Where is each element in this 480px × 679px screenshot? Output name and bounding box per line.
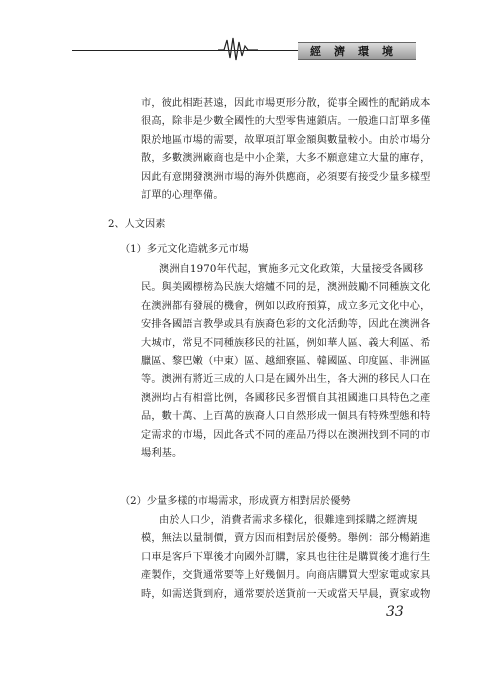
header-title: 經濟環境 (310, 45, 406, 58)
text-line: 散，多數澳洲廠商也是中小企業，大多不願意建立大量的庫存， (141, 153, 431, 165)
paragraph-1 (141, 95, 431, 205)
subsection-heading-2: （2）少量多樣的市場需求，形成賣方相對居於優勢 (120, 496, 351, 507)
text-line: 大城市，常見不同種族移民的社區，例如華人區、義大利區、希 (141, 337, 431, 349)
text-line: 澳洲均占有相當比例，各國移民多習慣自其祖國進口具特色之產 (141, 392, 431, 404)
text-line: 限於地區市場的需要，故單項訂單金額與數量較小。由於市場分 (141, 134, 431, 146)
subsection-1-body (141, 261, 431, 463)
text-line: 品，數十萬、上百萬的族裔人口自然形成一個具有特殊型態和特 (141, 411, 431, 423)
text-line: 口車是客戶下單後才向國外訂購，家具也往往是購買後才進行生 (141, 551, 431, 563)
text-line: 在澳洲都有發展的機會，例如以政府預算，成立多元文化中心， (141, 300, 431, 312)
text-line: 臘區、黎巴嫩（中東）區、越細寮區、韓國區、印度區、非洲區 (141, 356, 431, 368)
page-number: 33 (386, 604, 404, 620)
text-line: 訂單的心理準備。 (141, 190, 224, 202)
text-line: 安排各國語言教學或具有族裔色彩的文化活動等，因此在澳洲各 (141, 319, 431, 331)
text-line: 等。澳洲有將近三成的人口是在國外出生，各大洲的移民人口在 (141, 374, 431, 386)
section-heading: 2、人文因素 (108, 219, 166, 230)
text-line: 場利基。 (141, 448, 183, 460)
text-line: 由於人口少，消費者需求多樣化，很難達到採購之經濟規 (159, 515, 418, 526)
text-line: 時，如需送貨到府，通常要於送貨前一天或當天早晨，賣家或物 (141, 588, 431, 600)
header-rule (72, 50, 298, 51)
text-line: 產製作，交貨通常要等上好幾個月。向商店購買大型家電或家具 (141, 570, 431, 582)
heartbeat-wave-icon (218, 36, 258, 62)
text-line: 民。與美國標榜為民族大熔爐不同的是，澳洲鼓勵不同種族文化 (141, 282, 431, 294)
text-line: 市，彼此相距甚遠，因此市場更形分散，從事全國性的配銷成本 (141, 98, 431, 109)
text-line: 模，無法以量制價，賣方因而相對居於優勢。舉例：部分暢銷進 (141, 533, 431, 545)
text-line: 很高，除非是少數全國性的大型零售連鎖店。一般進口訂單多僅 (141, 116, 431, 128)
text-line: 澳洲自1970年代起，實施多元文化政策，大量接受各國移 (159, 264, 424, 275)
subsection-2-body (141, 512, 431, 604)
text-line: 因此有意開發澳洲市場的海外供應商，必須要有接受少量多樣型 (141, 171, 431, 183)
subsection-heading-1: （1）多元文化造就多元市場 (120, 244, 249, 255)
page-header (0, 0, 480, 70)
text-line: 定需求的市場，因此各式不同的產品乃得以在澳洲找到不同的市 (141, 429, 431, 441)
